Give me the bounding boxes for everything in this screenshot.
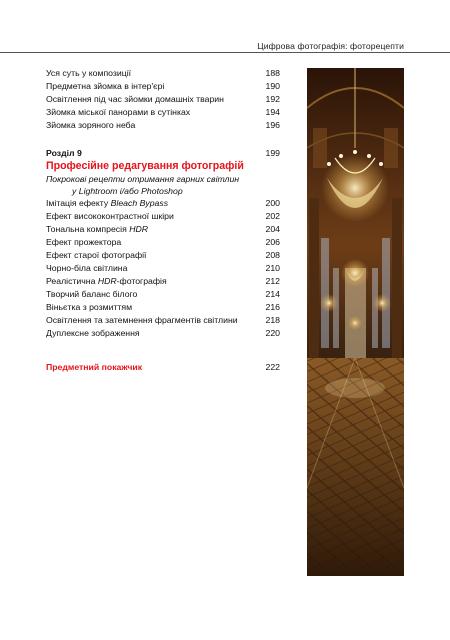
toc-entry[interactable]: [46, 197, 280, 210]
toc-entry[interactable]: [46, 327, 280, 340]
chapter-heading[interactable]: [46, 147, 280, 160]
toc-entry-title: Чорно-біла світлина: [46, 263, 128, 273]
toc-entry[interactable]: [46, 301, 280, 314]
toc-entry-title: Імітація ефекту Bleach Bypass: [46, 198, 169, 208]
toc-entry-title: Освітлення під час зйомки домашніх тварин: [46, 94, 224, 104]
toc-entry-title: Уся суть у композиції: [46, 68, 132, 78]
toc-entry-page: 200: [265, 198, 280, 208]
hall-photo: [307, 68, 404, 576]
chapter-subtitle: Покрокові рецепти отримання гарних світлин: [46, 174, 240, 184]
toc-entry-page: 204: [265, 224, 280, 234]
toc-entry[interactable]: [46, 93, 280, 106]
toc-entry-page: 208: [265, 250, 280, 260]
toc-entry-page: 210: [265, 263, 280, 273]
toc-entry[interactable]: [46, 314, 280, 327]
chapter-label: Розділ 9: [46, 148, 82, 158]
toc-entry[interactable]: [46, 249, 280, 262]
toc-entry-title: Творчий баланс білого: [46, 289, 138, 299]
chapter-title: Професійне редагування фотографій: [46, 160, 244, 172]
toc-entry-title: Ефект висококонтрастної шкіри: [46, 211, 174, 221]
toc-entry[interactable]: [46, 67, 280, 80]
index-page: 222: [265, 362, 280, 372]
toc-entry-title: Реалістична HDR-фотографія: [46, 276, 167, 286]
toc-entry-page: 202: [265, 211, 280, 221]
toc-entry-page: 192: [265, 94, 280, 104]
toc-entry-page: 206: [265, 237, 280, 247]
toc-entry[interactable]: [46, 236, 280, 249]
index-entry[interactable]: [46, 361, 280, 374]
toc-entry[interactable]: [46, 223, 280, 236]
toc-entry-page: 216: [265, 302, 280, 312]
index-title: Предметний покажчик: [46, 362, 143, 372]
toc-entry-title: Ефект старої фотографії: [46, 250, 147, 260]
chapter-page: 199: [265, 148, 280, 158]
toc-entry[interactable]: [46, 288, 280, 301]
toc-entry[interactable]: [46, 210, 280, 223]
toc-entry[interactable]: [46, 106, 280, 119]
toc-entry-title: Ефект прожектора: [46, 237, 122, 247]
toc-entry-page: 196: [265, 120, 280, 130]
toc-entry-title: Тональна компресія HDR: [46, 224, 149, 234]
toc-entry-title: Зйомка міської панорами в сутінках: [46, 107, 191, 117]
toc-entry[interactable]: [46, 119, 280, 132]
toc-entry[interactable]: [46, 275, 280, 288]
toc-entry-title: Зйомка зоряного неба: [46, 120, 136, 130]
header-rule: [0, 52, 450, 53]
toc-entry-page: 212: [265, 276, 280, 286]
toc-entry-page: 194: [265, 107, 280, 117]
toc-entry-title: Дуплексне зображення: [46, 328, 140, 338]
table-of-contents: [46, 67, 280, 374]
toc-entry[interactable]: [46, 262, 280, 275]
toc-entry-page: 220: [265, 328, 280, 338]
toc-entry-title: Предметна зйомка в інтер'єрі: [46, 81, 165, 91]
toc-entry-title: Освітлення та затемнення фрагментів світлини: [46, 315, 238, 325]
toc-entry-title: Віньєтка з розмиттям: [46, 302, 133, 312]
toc-entry-page: 214: [265, 289, 280, 299]
chapter-subtitle: у Lightroom і/або Photoshop: [72, 186, 183, 196]
toc-entry-page: 188: [265, 68, 280, 78]
running-header: Цифрова фотографія: фоторецепти: [257, 41, 404, 51]
toc-entry[interactable]: [46, 80, 280, 93]
toc-entry-page: 190: [265, 81, 280, 91]
toc-entry-page: 218: [265, 315, 280, 325]
